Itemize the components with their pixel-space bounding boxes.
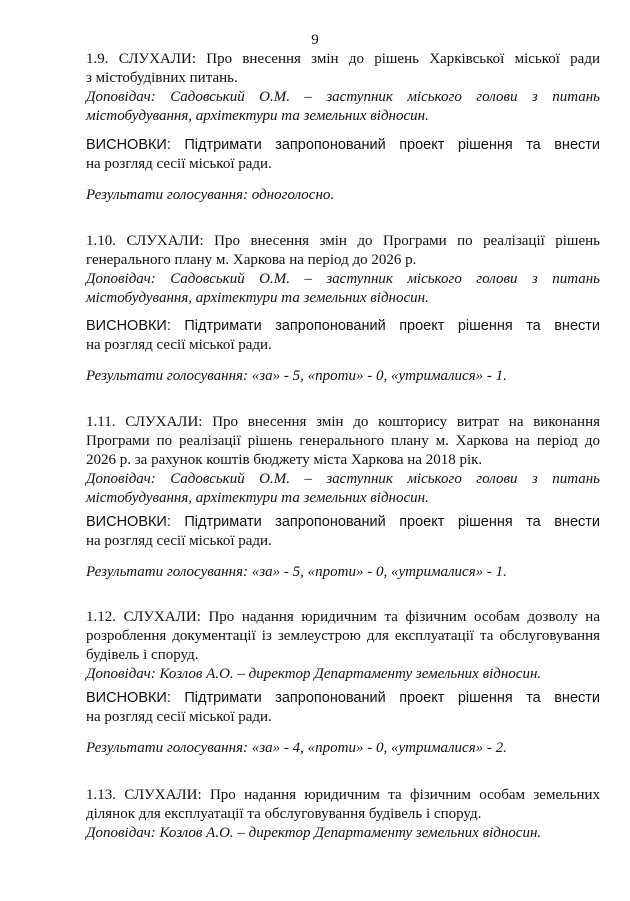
reporter-line: містобудування, архітектури та земельних відносин.	[86, 108, 429, 124]
reporter-line: Доповідач: Козлов А.О. – директор Департаменту земельних відносин.	[86, 825, 542, 841]
conclusion-line: на розгляд сесії міської ради.	[86, 709, 272, 725]
page-number: 9	[311, 32, 319, 48]
heard-paragraph	[86, 608, 600, 665]
conclusion-paragraph	[86, 513, 600, 551]
vote-1-10	[86, 367, 600, 386]
vote-result: Результати голосування: одноголосно.	[86, 187, 335, 203]
conclusion-1-10	[86, 317, 600, 355]
heard-line: Програми по реалізації рішень генерального плану м. Харкова на період до	[86, 433, 600, 449]
conclusion-paragraph	[86, 136, 600, 174]
heard-line: 1.9. СЛУХАЛИ: Про внесення змін до рішень Харківської міської ради	[86, 51, 600, 67]
reporter-line: Доповідач: Садовський О.М. – заступник міського голови з питань	[86, 271, 600, 287]
vote-1-12	[86, 739, 600, 758]
conclusion-1-12	[86, 689, 600, 727]
heard-line: 1.12. СЛУХАЛИ: Про надання юридичним та фізичним особам дозволу на	[86, 609, 600, 625]
conclusion-line: на розгляд сесії міської ради.	[86, 156, 272, 172]
conclusion-line: на розгляд сесії міської ради.	[86, 533, 272, 549]
reporter-line: Доповідач: Козлов А.О. – директор Департаменту земельних відносин.	[86, 666, 542, 682]
conclusion-line: ВИСНОВКИ: Підтримати запропонований проект рішення та внести	[86, 514, 600, 530]
heard-line: 1.11. СЛУХАЛИ: Про внесення змін до кошторису витрат на виконання	[86, 414, 600, 430]
heard-line: 1.13. СЛУХАЛИ: Про надання юридичним та фізичним особам земельних	[86, 787, 600, 803]
agenda-item-1-13	[86, 786, 600, 843]
conclusion-line: ВИСНОВКИ: Підтримати запропонований проект рішення та внести	[86, 318, 600, 334]
agenda-item-1-11	[86, 413, 600, 508]
heard-line: 2026 р. за рахунок коштів бюджету міста Харкова на 2018 рік.	[86, 452, 483, 468]
heard-line: будівель і споруд.	[86, 647, 199, 663]
heard-line: ділянок для експлуатації та обслуговування будівель і споруд.	[86, 806, 482, 822]
heard-paragraph	[86, 786, 600, 824]
conclusion-line: ВИСНОВКИ: Підтримати запропонований проект рішення та внести	[86, 137, 600, 153]
reporter-line: містобудування, архітектури та земельних відносин.	[86, 490, 429, 506]
heard-paragraph	[86, 413, 600, 470]
heard-paragraph	[86, 232, 600, 270]
heard-line: з містобудівних питань.	[86, 70, 238, 86]
reporter-line: Доповідач: Садовський О.М. – заступник міського голови з питань	[86, 471, 600, 487]
reporter-line: Доповідач: Садовський О.М. – заступник міського голови з питань	[86, 89, 600, 105]
heard-line: 1.10. СЛУХАЛИ: Про внесення змін до Програми по реалізації рішень	[86, 233, 600, 249]
reporter-paragraph	[86, 88, 600, 126]
heard-line: розроблення документації із землеустрою для експлуатації та обслуговування	[86, 628, 600, 644]
vote-result: Результати голосування: «за» - 5, «проти» - 0, «утрималися» - 1.	[86, 368, 507, 384]
vote-result: Результати голосування: «за» - 5, «проти» - 0, «утрималися» - 1.	[86, 564, 507, 580]
conclusion-1-11	[86, 513, 600, 551]
reporter-line: містобудування, архітектури та земельних відносин.	[86, 290, 429, 306]
conclusion-1-9	[86, 136, 600, 174]
vote-1-9	[86, 186, 600, 205]
agenda-item-1-9	[86, 50, 600, 126]
vote-result: Результати голосування: «за» - 4, «проти» - 0, «утрималися» - 2.	[86, 740, 507, 756]
heard-line: генерального плану м. Харкова на період до 2026 р.	[86, 252, 417, 268]
conclusion-line: ВИСНОВКИ: Підтримати запропонований проект рішення та внести	[86, 690, 600, 706]
agenda-item-1-10	[86, 232, 600, 308]
conclusion-line: на розгляд сесії міської ради.	[86, 337, 272, 353]
reporter-paragraph	[86, 270, 600, 308]
reporter-paragraph	[86, 470, 600, 508]
vote-1-11	[86, 563, 600, 582]
agenda-item-1-12	[86, 608, 600, 684]
conclusion-paragraph	[86, 317, 600, 355]
heard-paragraph	[86, 50, 600, 88]
conclusion-paragraph	[86, 689, 600, 727]
